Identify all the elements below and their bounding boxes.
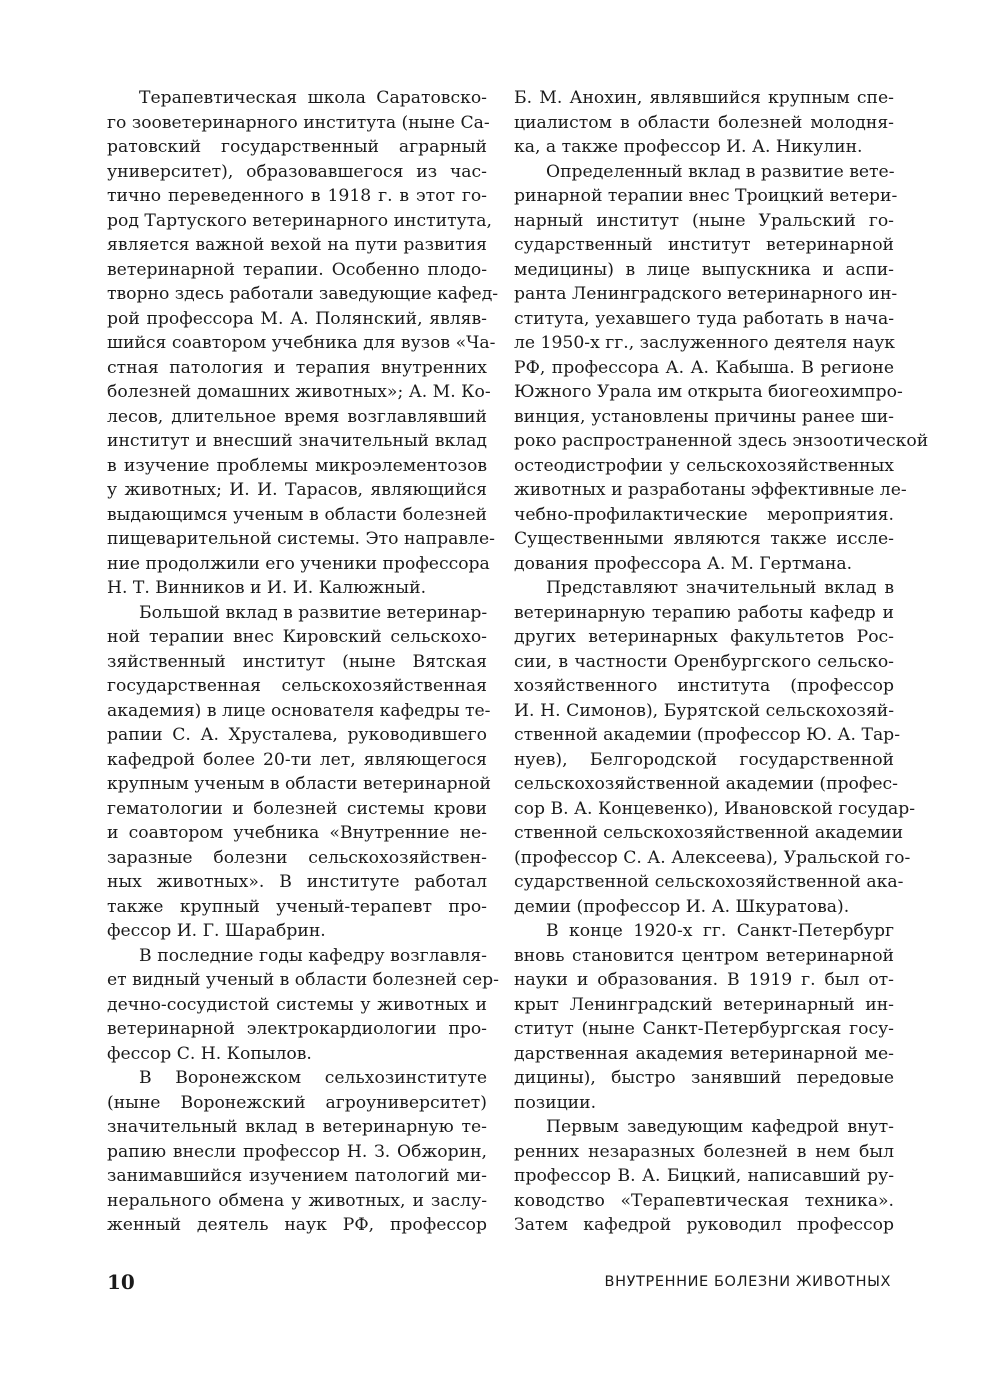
text-line: у животных; И. И. Тарасов, являющийся: [107, 480, 487, 500]
text-line: других ветеринарных факультетов Рос-: [514, 627, 894, 647]
text-line: ной терапии внес Кировский сельскохо-: [107, 627, 487, 647]
text-line: занимавшийся изучением патологий ми-: [107, 1166, 487, 1186]
text-line: позиции.: [514, 1092, 597, 1113]
text-line: рапию внесли профессор Н. З. Обжорин,: [107, 1141, 487, 1162]
text-line: сударственный институт ветеринарной: [514, 235, 894, 255]
text-line: ститут (ныне Санкт-Петербургская госу-: [514, 1019, 894, 1039]
text-line: кафедрой более 20-ти лет, являющегося: [107, 749, 487, 770]
text-line: женный деятель наук РФ, профессор: [107, 1215, 487, 1235]
text-line: нуев), Белгородской государственной: [514, 749, 894, 770]
text-line: ных животных». В институте работал: [107, 872, 487, 892]
text-line: винция, установлены причины ранее ши-: [514, 406, 894, 427]
text-line: является важной вехой на пути развития: [107, 235, 487, 255]
text-line: крыт Ленинградский ветеринарный ин-: [514, 994, 894, 1015]
text-line: остеодистрофии у сельскохозяйственных: [514, 455, 894, 476]
text-line: ка, а также профессор И. А. Никулин.: [514, 137, 863, 157]
text-line: профессор В. А. Бицкий, написавший ру-: [514, 1166, 894, 1186]
text-line: ственной академии (профессор Ю. А. Тар-: [514, 725, 900, 745]
text-line: фессор С. Н. Копылов.: [107, 1043, 312, 1064]
text-line: в изучение проблемы микроэлементозов: [107, 455, 487, 476]
text-line: тично переведенного в 1918 г. в этот го-: [107, 186, 487, 206]
text-line: ветеринарную терапию работы кафедр и: [514, 602, 894, 623]
text-line: государственная сельскохозяйственная: [107, 676, 487, 696]
text-line: болезней домашних животных»; А. М. Ко-: [107, 382, 491, 402]
text-line: ренних незаразных болезней в нем был: [514, 1141, 894, 1162]
text-line: ветеринарной электрокардиологии про-: [107, 1019, 487, 1039]
text-line: ститута, уехавшего туда работать в нача-: [514, 308, 894, 329]
text-line: Большой вклад в развитие ветеринар-: [139, 602, 488, 623]
text-line: роко распространенной здесь энзоотической: [514, 431, 929, 451]
text-line: род Тартуского ветеринарного института,: [107, 210, 492, 231]
text-line: шийся соавтором учебника для вузов «Ча-: [107, 333, 496, 353]
text-line: ководство «Терапевтическая техника».: [514, 1190, 894, 1211]
text-line: сии, в частности Оренбургского сельско-: [514, 651, 894, 672]
text-line: ветеринарной терапии. Особенно плодо-: [107, 259, 487, 280]
text-line: чебно-профилактические мероприятия.: [514, 504, 894, 525]
text-line: Н. Т. Винников и И. И. Калюжный.: [107, 578, 427, 598]
text-line: зяйственный институт (ныне Вятская: [107, 651, 487, 672]
text-line: сельскохозяйственной академии (профес-: [514, 774, 898, 794]
text-line: крупным ученым в области ветеринарной: [107, 774, 491, 794]
text-line: демии (профессор И. А. Шкуратова).: [514, 896, 850, 917]
text-line: заразные болезни сельскохозяйствен-: [107, 847, 487, 868]
text-line: дарственная академия ветеринарной ме-: [514, 1043, 894, 1064]
text-line: нерального обмена у животных, и заслу-: [107, 1190, 487, 1211]
text-line: В последние годы кафедру возглавля-: [139, 945, 487, 966]
left-text-column: [107, 86, 499, 1238]
text-line: лесов, длительное время возглавлявший: [107, 406, 487, 427]
text-line: Первым заведующим кафедрой внут-: [546, 1117, 894, 1137]
text-line: выдающимся ученым в области болезней: [107, 504, 487, 525]
text-line: ранта Ленинградского ветеринарного ин-: [514, 284, 898, 304]
text-line: стная патология и терапия внутренних: [107, 357, 487, 378]
text-line: Представляют значительный вклад в: [546, 578, 894, 598]
text-line: животных и разработаны эффективные ле-: [514, 480, 907, 500]
text-line: циалистом в области болезней молодня-: [514, 112, 894, 133]
running-title: ВНУТРЕННИЕ БОЛЕЗНИ ЖИВОТНЫХ: [604, 1274, 891, 1290]
text-line: дицины), быстро занявший передовые: [514, 1068, 894, 1088]
text-line: дования профессора А. М. Гертмана.: [514, 553, 853, 574]
text-line: рой профессора М. А. Полянский, являв-: [107, 308, 487, 329]
text-line: дечно-сосудистой системы у животных и: [107, 994, 487, 1015]
text-line: Южного Урала им открыта биогеохимпро-: [514, 382, 903, 402]
text-line: хозяйственного института (профессор: [514, 676, 894, 696]
text-line: Б. М. Анохин, являвшийся крупным спе-: [514, 88, 894, 108]
text-line: нарный институт (ныне Уральский го-: [514, 210, 894, 231]
text-line: также крупный ученый-терапевт про-: [107, 896, 487, 917]
text-line: Определенный вклад в развитие вете-: [546, 161, 895, 182]
text-line: творно здесь работали заведующие кафед-: [107, 284, 499, 304]
text-line: (ныне Воронежский агроуниверситет): [107, 1092, 487, 1113]
text-line: гематологии и болезней системы крови: [107, 798, 487, 819]
text-line: и соавтором учебника «Внутренние не-: [107, 823, 487, 843]
text-line: (профессор С. А. Алексеева), Уральской го-: [514, 847, 911, 868]
text-line: В Воронежском сельхозинституте: [139, 1068, 487, 1088]
text-line: значительный вклад в ветеринарную те-: [107, 1117, 487, 1137]
text-line: рапии С. А. Хрусталева, руководившего: [107, 725, 487, 745]
text-line: ние продолжили его ученики профессора: [107, 553, 490, 574]
text-line: Терапевтическая школа Саратовско-: [139, 88, 487, 108]
text-line: фессор И. Г. Шарабрин.: [107, 921, 326, 941]
text-line: Существенными являются также иссле-: [514, 529, 894, 549]
text-line: пищеварительной системы. Это направле-: [107, 529, 495, 549]
text-line: университет), образовавшегося из час-: [107, 161, 487, 182]
text-line: сударственной сельскохозяйственной ака-: [514, 872, 904, 892]
text-line: вновь становится центром ветеринарной: [514, 945, 894, 966]
text-line: Затем кафедрой руководил профессор: [514, 1215, 894, 1235]
text-line: ле 1950-х гг., заслуженного деятеля наук: [514, 333, 896, 353]
text-line: медицины) в лице выпускника и аспи-: [514, 259, 894, 280]
text-line: ринарной терапии внес Троицкий ветери-: [514, 186, 898, 206]
text-line: РФ, профессора А. А. Кабыша. В регионе: [514, 357, 894, 378]
text-line: И. Н. Симонов), Бурятской сельскохозяй-: [514, 700, 894, 721]
text-line: ратовский государственный аграрный: [107, 137, 487, 157]
right-text-column: [514, 86, 929, 1238]
text-line: ственной сельскохозяйственной академии: [514, 823, 904, 843]
text-line: ет видный ученый в области болезней сер-: [107, 970, 499, 990]
text-line: В конце 1920-х гг. Санкт-Петербург: [546, 921, 894, 941]
text-line: академия) в лице основателя кафедры те-: [107, 700, 491, 721]
text-line: институт и внесший значительный вклад: [107, 431, 487, 451]
page-number: 10: [107, 1270, 135, 1294]
text-line: го зооветеринарного института (ныне Са-: [107, 112, 490, 133]
text-line: сор В. А. Концевенко), Ивановской государ-: [514, 798, 916, 819]
text-line: науки и образования. В 1919 г. был от-: [514, 970, 894, 990]
